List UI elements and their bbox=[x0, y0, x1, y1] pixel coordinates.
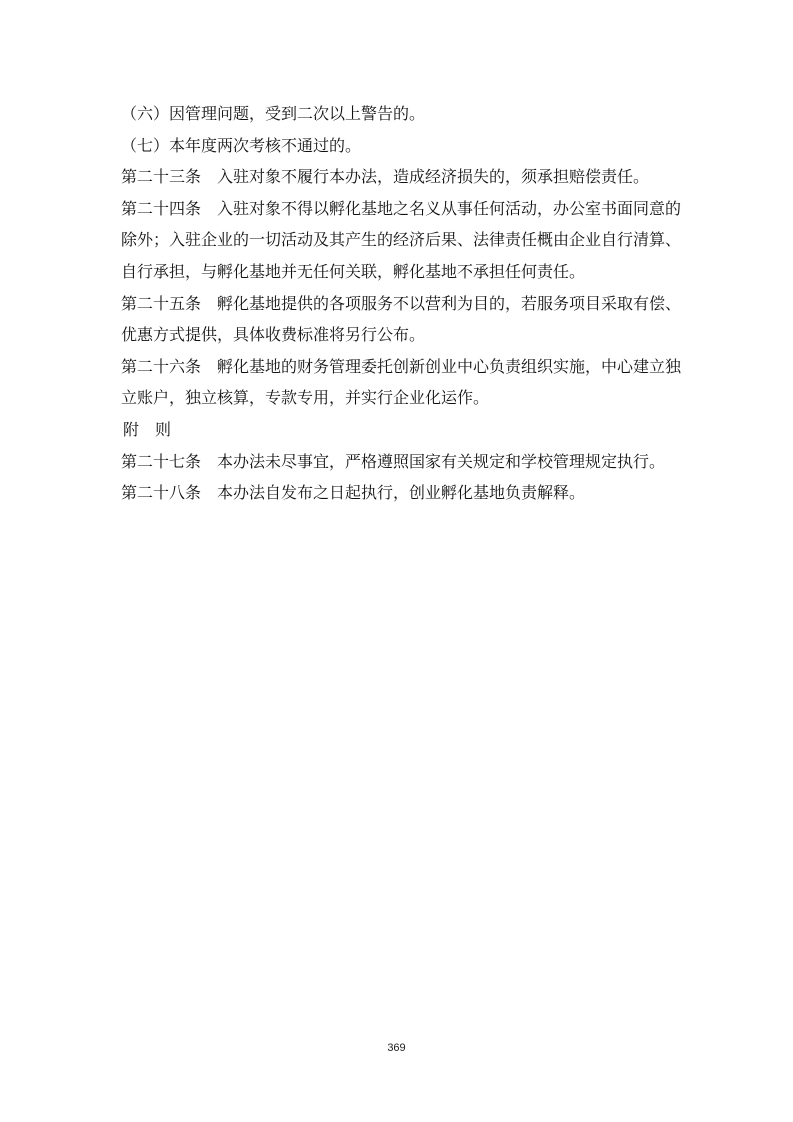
article-24-line: 除外；入驻企业的一切活动及其产生的经济后果、法律责任概由企业自行清算、 bbox=[121, 230, 681, 250]
article-25-line: 优惠方式提供，具体收费标准将另行公布。 bbox=[121, 325, 426, 345]
article-25 bbox=[121, 288, 681, 351]
article-24-line: 第二十四条 入驻对象不得以孵化基地之名义从事任何活动，办公室书面同意的 bbox=[121, 198, 681, 218]
article-26-line: 立账户，独立核算，专款专用，并实行企业化运作。 bbox=[121, 388, 490, 408]
document-body bbox=[121, 98, 681, 509]
clause-seven: （七）本年度两次考核不通过的。 bbox=[121, 135, 362, 155]
article-27: 第二十七条 本办法未尽事宜，严格遵照国家有关规定和学校管理规定执行。 bbox=[121, 451, 666, 471]
article-25-line: 第二十五条 孵化基地提供的各项服务不以营利为目的，若服务项目采取有偿、 bbox=[121, 293, 681, 313]
article-24-line: 自行承担，与孵化基地并无任何关联，孵化基地不承担任何责任。 bbox=[121, 261, 586, 281]
article-23: 第二十三条 入驻对象不履行本办法，造成经济损失的，须承担赔偿责任。 bbox=[121, 167, 650, 187]
article-26 bbox=[121, 351, 681, 414]
page-number: 369 bbox=[387, 1042, 406, 1054]
article-28: 第二十八条 本办法自发布之日起执行，创业孵化基地负责解释。 bbox=[121, 483, 586, 503]
section-heading-supplementary: 附 则 bbox=[123, 419, 172, 439]
clause-six: （六）因管理问题，受到二次以上警告的。 bbox=[121, 104, 426, 123]
article-24 bbox=[121, 193, 681, 288]
article-26-line: 第二十六条 孵化基地的财务管理委托创新创业中心负责组织实施，中心建立独 bbox=[121, 356, 681, 376]
